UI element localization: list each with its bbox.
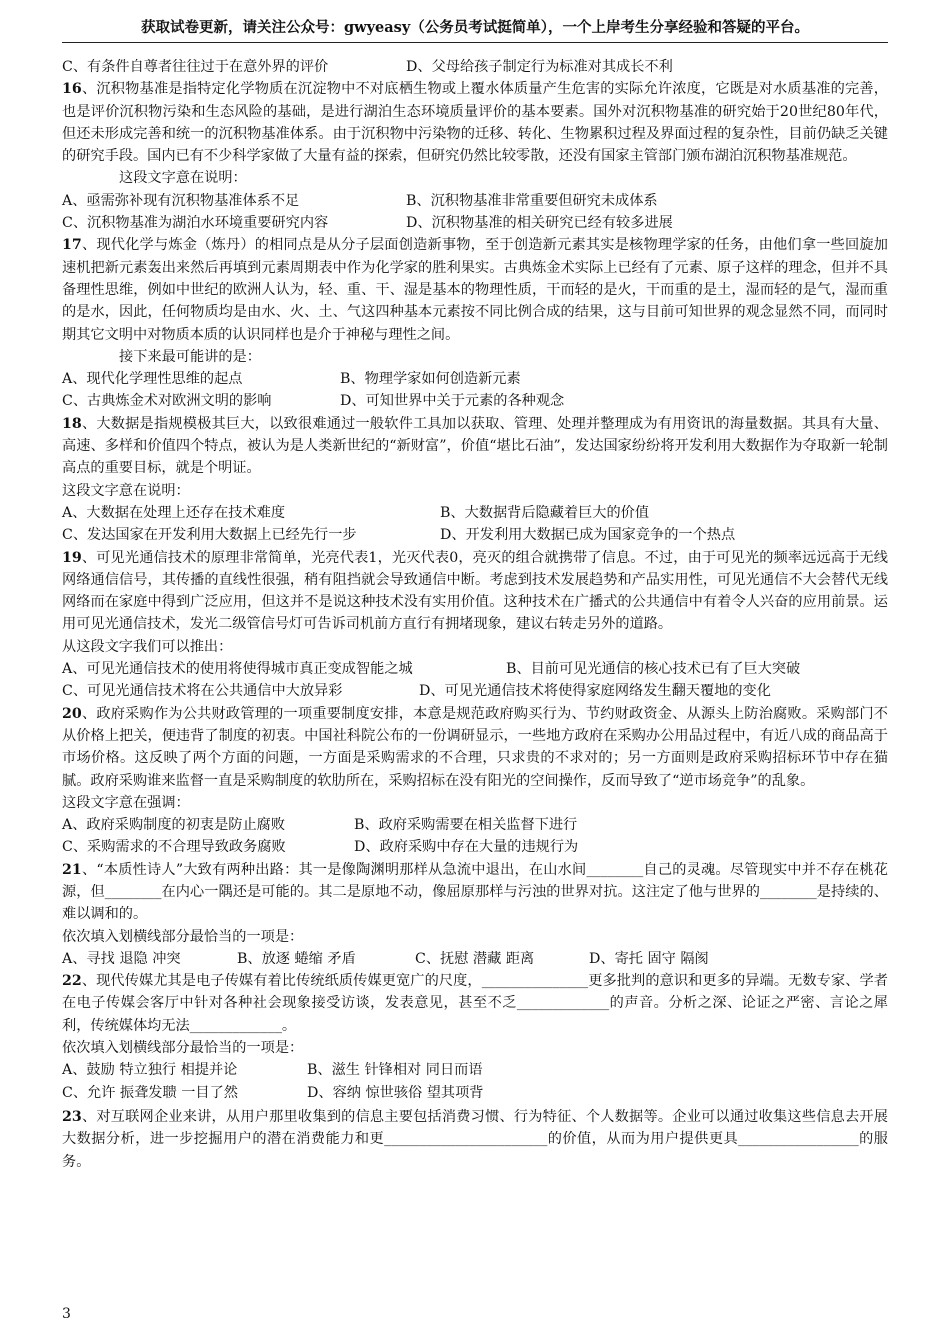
option-a: A、寻找 退隐 冲突 — [62, 950, 181, 967]
question-text: 、对互联网企业来讲，从用户那里收集到的信息主要包括消费习惯、行为特征、个人数据等。企业可以通过收集这些信息去开展大数据分析，进一步挖掘用户的潜在消费能力和更_______________________的价值，从而为用户提供更具_________________的服务。 — [62, 1108, 888, 1170]
q19-options-row-2 — [62, 680, 888, 702]
question-prompt: 从这段文字我们可以推出： — [62, 638, 233, 655]
question-21 — [62, 859, 888, 926]
option-b: B、目前可见光通信的核心技术已有了巨大突破 — [506, 661, 801, 678]
question-prompt: 这段文字意在强调： — [62, 794, 190, 811]
question-20 — [62, 703, 888, 792]
question-17 — [62, 234, 888, 345]
question-text: 、政府采购作为公共财政管理的一项重要制度安排，本意是规范政府购买行为、节约财政资金、从源头上防治腐败。采购部门不从价格上把关，便违背了制度的初衷。中国社科院公布的一份调研显示，一些地方政府在采购办公用品过程中，有近八成的商品高于市场价格。这反映了两个方面的问题，一方面是采购需求的不合理，只求贵的不求对的；另一方面则是政府采购招标环节中存在猫腻。政府采购谁来监督一直是采购制度的软肋所在，采购招标在没有阳光的空间操作，反而导致了“逆市场竞争”的乱象。 — [62, 705, 888, 789]
question-number: 18 — [62, 415, 82, 432]
option-a: A、鼓励 特立独行 相提并论 — [62, 1062, 238, 1079]
page-number: 3 — [62, 1306, 71, 1322]
option-d: D、可知世界中关于元素的各种观念 — [340, 393, 565, 410]
option-d: D、可见光通信技术将使得家庭网络发生翻天覆地的变化 — [419, 683, 771, 700]
option-c: C、古典炼金术对欧洲文明的影响 — [62, 393, 272, 410]
question-text: 、沉积物基准是指特定化学物质在沉淀物中不对底栖生物或上覆水体质量产生危害的实际允许浓度，它既是对水质基准的完善，也是评价沉积物污染和生态风险的基础，是进行湖泊生态环境质量评价的基本要素。国外对沉积物基准的研究始于20世纪80年代，但还未形成完善和统一的沉积物基准体系。由于沉积物中污染物的迁移、转化、生物累积过程及界面过程的复杂性，目前仍缺乏关键的研究手段。国内已有不少科学家做了大量有益的探索，但研究仍然比较零散，还没有国家主管部门颁布湖泊沉积物基准规范。 — [62, 81, 888, 165]
option-a: A、可见光通信技术的使用将使得城市真正变成智能之城 — [62, 661, 413, 678]
question-text: 、可见光通信技术的原理非常简单，光亮代表1，光灭代表0，亮灭的组合就携带了信息。不过，由于可见光的频率远远高于无线网络通信信号，其传播的直线性很强，稍有阻挡就会导致通信中断。考虑到技术发展趋势和产品实用性，可见光通信不大会替代无线网络而在家庭中得到广泛应用，但这并不是说这种技术没有实用价值。这种技术在广播式的公共通信中有着令人兴奋的应用前景。运用可见光通信技术，发光二级管信号灯可告诉司机前方直行有拥堵现象，建议右转走另外的道路。 — [62, 549, 888, 633]
question-text: 、“本质性诗人”大致有两种出路：其一是像陶渊明那样从急流中退出，在山水间________自己的灵魂。尽管现实中并不存在桃花源，但________在内心一隅还是可能的。其二是原地不动，像屈原那样与污浊的世界对抗。这注定了他与世界的________是持续的、难以调和的。 — [62, 861, 888, 923]
q22-options-row-1 — [62, 1059, 888, 1081]
page-header: 获取试卷更新，请关注公众号：gwyeasy（公务员考试挺简单），一个上岸考生分享经验和答疑的平台。 — [62, 14, 888, 43]
option-a: A、现代化学理性思维的起点 — [62, 371, 243, 388]
question-number: 16 — [62, 81, 82, 98]
q19-options-row-1 — [62, 658, 888, 680]
question-text: 、现代传媒尤其是电子传媒有着比传统纸质传媒更宽广的尺度，_______________更多批判的意识和更多的异端。无数专家、学者在电子传媒会客厅中针对各种社会现象接受访谈，发表意见，甚至不乏_____________的声音。分析之深、论证之严密、言论之犀利，传统媒体均无法_____________。 — [62, 973, 888, 1034]
q15-options-row-2 — [62, 56, 888, 78]
option-c: C、有条件自尊者往往过于在意外界的评价 — [62, 59, 329, 75]
question-18 — [62, 413, 888, 480]
question-22 — [62, 970, 888, 1037]
option-c: C、抚慰 潜藏 距离 — [415, 950, 535, 967]
option-b: B、沉积物基准非常重要但研究未成体系 — [406, 192, 658, 209]
question-19 — [62, 547, 888, 636]
option-d: D、政府采购中存在大量的违规行为 — [354, 839, 579, 856]
option-b: B、放逐 蜷缩 矛盾 — [237, 950, 356, 967]
option-c: C、发达国家在开发利用大数据上已经先行一步 — [62, 527, 357, 544]
option-a: A、亟需弥补现有沉积物基准体系不足 — [62, 192, 300, 209]
q18-options-row-2 — [62, 524, 888, 546]
q16-options-row-2 — [62, 212, 888, 234]
question-number: 22 — [62, 973, 82, 990]
option-d: D、容纳 惊世骇俗 望其项背 — [307, 1084, 484, 1101]
q22-options-row-2 — [62, 1082, 888, 1104]
question-prompt: 接下来最可能讲的是： — [119, 348, 261, 365]
q20-options-row-2 — [62, 836, 888, 858]
q21-options-row — [62, 948, 888, 970]
option-c: C、可见光通信技术将在公共通信中大放异彩 — [62, 683, 343, 700]
option-d: D、沉积物基准的相关研究已经有较多进展 — [406, 215, 673, 232]
question-text: 、现代化学与炼金（炼丹）的相同点是从分子层面创造新事物，至于创造新元素其实是核物理学家的任务，由他们拿一些回旋加速机把新元素轰出来然后再填到元素周期表中作为化学家的胜利果实。古典炼金术实际上已经有了元素、原子这样的理念，但并不具备理性思维，例如中世纪的欧洲人认为，轻、重、干、湿是基本的物理性质，干而轻的是火，干而重的是土，湿而轻的是气，湿而重的是水，因此，任何物质均是由水、火、土、气这四种基本元素按不同比例合成的结果，这与目前可知世界的观念显然不同，而同时期其它文明中对物质本质的认识同样也是介于神秘与理性之间。 — [62, 237, 888, 343]
option-a: A、政府采购制度的初衷是防止腐败 — [62, 817, 286, 834]
question-prompt: 这段文字意在说明： — [119, 170, 247, 187]
question-prompt: 依次填入划横线部分最恰当的一项是： — [62, 1040, 304, 1057]
q20-options-row-1 — [62, 814, 888, 836]
question-number: 23 — [62, 1108, 82, 1125]
question-prompt: 这段文字意在说明： — [62, 482, 190, 499]
option-d: D、寄托 固守 隔阂 — [589, 950, 709, 967]
option-b: B、滋生 针锋相对 同日而语 — [307, 1062, 483, 1079]
question-number: 20 — [62, 705, 82, 722]
question-number: 19 — [62, 549, 82, 566]
question-number: 21 — [62, 861, 82, 878]
option-d: D、父母给孩子制定行为标准对其成长不利 — [406, 59, 673, 75]
page-content — [62, 56, 888, 1173]
option-a: A、大数据在处理上还存在技术难度 — [62, 504, 286, 521]
question-16 — [62, 78, 888, 167]
option-d: D、开发利用大数据已成为国家竞争的一个热点 — [440, 527, 736, 544]
question-text: 、大数据是指规模极其巨大，以致很难通过一般软件工具加以获取、管理、处理并整理成为有用资讯的海量数据。其具有大量、高速、多样和价值四个特点，被认为是人类新世纪的“新财富”，价值“堪比石油”，发达国家纷纷将开发利用大数据作为夺取新一轮制高点的重要目标，就是个明证。 — [62, 415, 888, 477]
question-prompt: 依次填入划横线部分最恰当的一项是： — [62, 928, 304, 945]
option-b: B、政府采购需要在相关监督下进行 — [354, 817, 578, 834]
q17-options-row-2 — [62, 390, 888, 412]
option-b: B、大数据背后隐藏着巨大的价值 — [440, 504, 650, 521]
option-c: C、沉积物基准为湖泊水环境重要研究内容 — [62, 215, 329, 232]
option-b: B、物理学家如何创造新元素 — [340, 371, 521, 388]
q17-options-row-1 — [62, 368, 888, 390]
q18-options-row-1 — [62, 502, 888, 524]
question-23 — [62, 1106, 888, 1173]
option-c: C、采购需求的不合理导致政务腐败 — [62, 839, 286, 856]
q16-options-row-1 — [62, 190, 888, 212]
option-c: C、允许 振聋发聩 一目了然 — [62, 1084, 238, 1101]
question-number: 17 — [62, 237, 82, 254]
